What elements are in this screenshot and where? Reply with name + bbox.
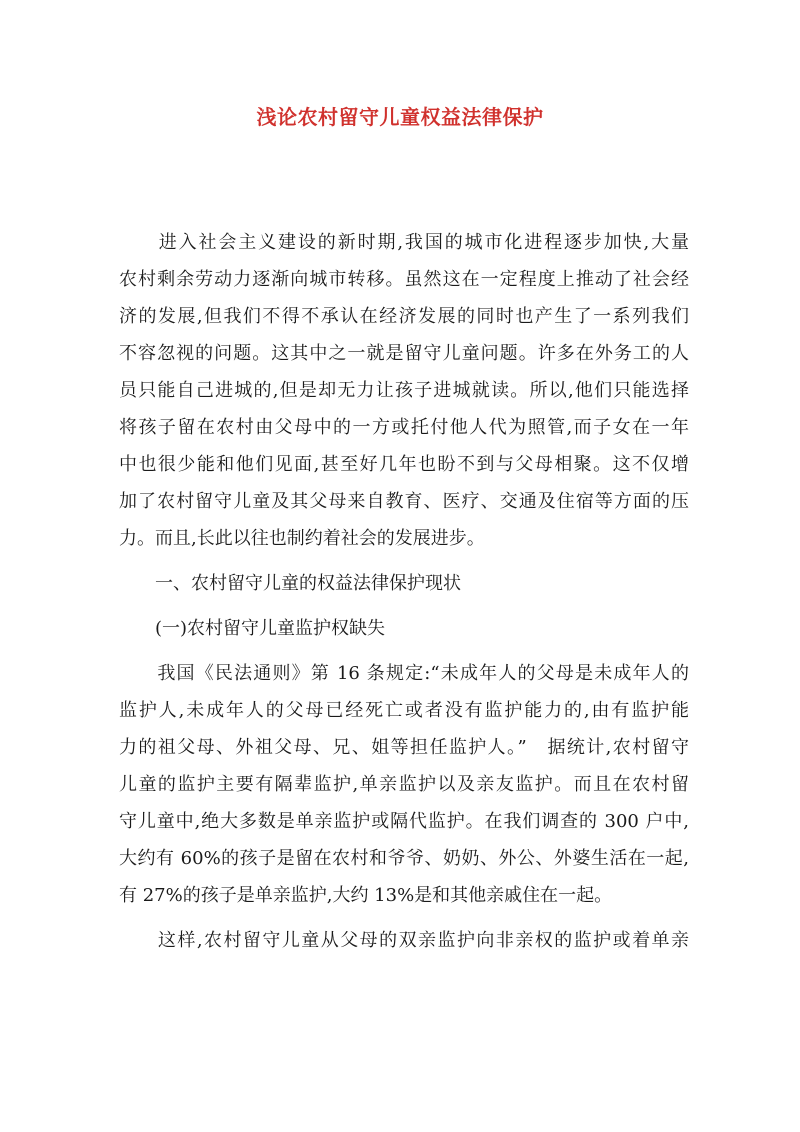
- body-line: 农村剩余劳动力逐渐向城市转移。虽然这在一定程度上推动了社会经: [119, 269, 689, 290]
- body-line: 力的祖父母、外祖父母、兄、姐等担任监护人。” 据统计,农村留守: [119, 737, 689, 758]
- body-line: 我国《民法通则》第 16 条规定:“未成年人的父母是未成年人的: [119, 663, 689, 684]
- document-title: 浅论农村留守儿童权益法律保护: [256, 105, 544, 129]
- body-line: 进入社会主义建设的新时期,我国的城市化进程逐步加快,大量: [119, 232, 689, 253]
- body-line: 监护人,未成年人的父母已经死亡或者没有监护能力的,由有监护能: [119, 700, 689, 721]
- body-line: 将孩子留在农村由父母中的一方或托付他人代为照管,而子女在一年: [119, 417, 689, 438]
- body-line: 这样,农村留守儿童从父母的双亲监护向非亲权的监护或着单亲: [119, 930, 689, 951]
- body-line: 儿童的监护主要有隔辈监护,单亲监护以及亲友监护。而且在农村留: [119, 774, 689, 795]
- body-line: 守儿童中,绝大多数是单亲监护或隔代监护。在我们调查的 300 户中,: [119, 811, 689, 832]
- body-line: 中也很少能和他们见面,甚至好几年也盼不到与父母相聚。这不仅增: [119, 454, 689, 475]
- body-line: 员只能自己进城的,但是却无力让孩子进城就读。所以,他们只能选择: [119, 380, 689, 401]
- body-line: 大约有 60%的孩子是留在农村和爷爷、奶奶、外公、外婆生活在一起,: [119, 848, 689, 869]
- body-line: 不容忽视的问题。这其中之一就是留守儿童问题。许多在外务工的人: [119, 343, 689, 364]
- body-line: 力。而且,长此以往也制约着社会的发展进步。: [119, 528, 485, 549]
- subsection-heading: (一)农村留守儿童监护权缺失: [119, 618, 386, 639]
- body-line: 加了农村留守儿童及其父母来自教育、医疗、交通及住宿等方面的压: [119, 491, 689, 512]
- section-heading: 一、农村留守儿童的权益法律保护现状: [119, 573, 461, 594]
- body-line: 济的发展,但我们不得不承认在经济发展的同时也产生了一系列我们: [119, 306, 689, 327]
- body-line: 有 27%的孩子是单亲监护,大约 13%是和其他亲戚住在一起。: [119, 885, 613, 906]
